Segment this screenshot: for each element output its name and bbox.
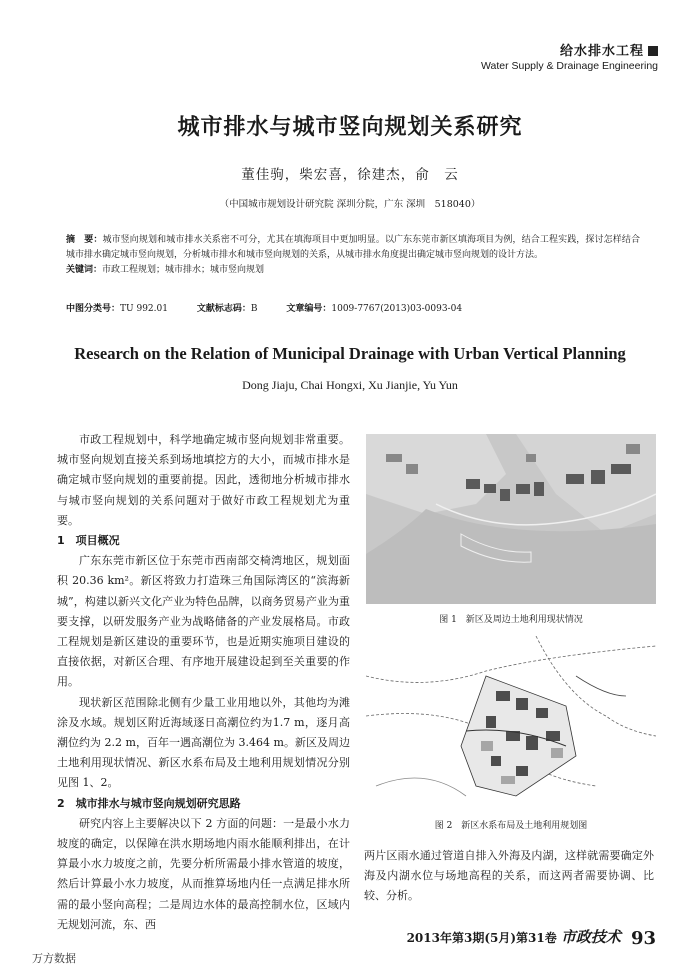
keywords-text: 市政工程规划；城市排水；城市竖向规划 <box>102 265 265 275</box>
authors-cn: 董佳驹，柴宏喜，徐建杰，俞 云 <box>241 167 459 183</box>
affiliation-cn: （中国城市规划设计研究院 深圳分院，广东 深圳 518040） <box>219 199 481 210</box>
authors-en: Dong Jiaju, Chai Hongxi, Xu Jianjie, Yu Yun <box>242 378 458 392</box>
left-column <box>57 430 350 935</box>
article-label: 文章编号： <box>286 304 332 314</box>
page-footer <box>407 926 656 949</box>
article-value: 1009-7767(2013)03-0093-04 <box>331 304 463 314</box>
abstract-label: 摘 要： <box>66 235 103 245</box>
section-1-paragraph-1: 广东东莞市新区位于东莞市西南部交椅湾地区，规划面积 20.36 km²。新区将致力打造珠三角国际湾区的“滨海新城”，构建以新兴文化产业为特色品牌，以商务贸易产业为重要支撑，以研发服务产业为战略储备的产业发展格局。市政工程规划是新区建设的重要环节，也是近期实施项目建设的直接依据，对新区合理、有序地开展建设起到至关重要的作用。 <box>57 554 350 689</box>
journal-column-en: Water Supply & Drainage Engineering <box>480 60 658 72</box>
figure-2-map <box>366 636 656 811</box>
article-title-cn: 城市排水与城市竖向规划关系研究 <box>177 115 523 140</box>
section-1-paragraph-2: 现状新区范围除北侧有少量工业用地以外，其他均为滩涂及水域。规划区附近海域逐日高潮位约为1.7 m，逐月高潮位约为 2.2 m，百年一遇高潮位为 3.464 m。新区及周边土地利用现状情况、新区水系布局及土地利用规划情况分别见图 1、2。 <box>57 695 350 790</box>
keywords <box>66 263 640 278</box>
right-column-text: 两片区雨水通过管道自排入外海及内湖，这样就需要确定外海及内湖水位与场地高程的关系，而这两者需要协调、比较、分析。 <box>364 849 654 902</box>
abstract-block <box>66 233 640 278</box>
clc-label: 中图分类号： <box>66 304 121 314</box>
figure-1-map <box>366 434 656 604</box>
abstract <box>66 233 640 263</box>
journal-name: 市政技术 <box>560 928 621 946</box>
section-1-heading: 1 项目概况 <box>57 534 120 548</box>
article-title-en: Research on the Relation of Municipal Drainage with Urban Vertical Planning <box>74 344 626 363</box>
section-2-paragraph-1: 研究内容上主要解决以下 2 方面的问题：一是最小水力坡度的确定，以保障在洪水期场地内雨水能顺利排出，在计算最小水力坡度之前，先要分析所需最小排水管道的坡度，然后计算最小水力坡度，从而推算场地内任一点满足排水所需的最小竖向高程；二是周边水体的最高控制水位，区域内无规划河流，东、西 <box>57 816 350 931</box>
clc-value: TU 992.01 <box>120 304 168 314</box>
wanfang-watermark: 万方数据 <box>32 952 76 965</box>
square-icon <box>648 46 658 56</box>
intro-paragraph: 市政工程规划中，科学地确定城市竖向规划非常重要。城市竖向规划直接关系到场地填挖方的大小，而城市排水是确定城市竖向规划的重要前提。因此，透彻地分析城市排水与城市竖向规划的关系问题对于做好市政工程规划尤为重要。 <box>57 433 350 527</box>
journal-column-cn: 给水排水工程 <box>560 40 658 59</box>
keywords-label: 关键词： <box>66 265 103 275</box>
classification-line <box>66 301 488 314</box>
doc-label: 文献标志码： <box>196 304 251 314</box>
issue-info: 2013年第3期(5月)第31卷 <box>406 931 557 945</box>
page-number: 93 <box>630 928 656 949</box>
doc-value: B <box>250 304 258 314</box>
figure-2-caption: 图 2 新区水系布局及土地利用规划图 <box>434 821 588 831</box>
abstract-text: 城市竖向规划和城市排水关系密不可分，尤其在填海项目中更加明显。以广东东莞市新区填海项目为例，结合工程实践，探讨怎样结合城市排水确定城市竖向规划，分析城市排水和城市竖向规划的关系，从城市排水角度提出确定城市竖向规划的设计方法。 <box>66 235 640 260</box>
section-2-heading: 2 城市排水与城市竖向规划研究思路 <box>57 796 241 810</box>
figure-1-caption: 图 1 新区及周边土地利用现状情况 <box>439 615 583 625</box>
